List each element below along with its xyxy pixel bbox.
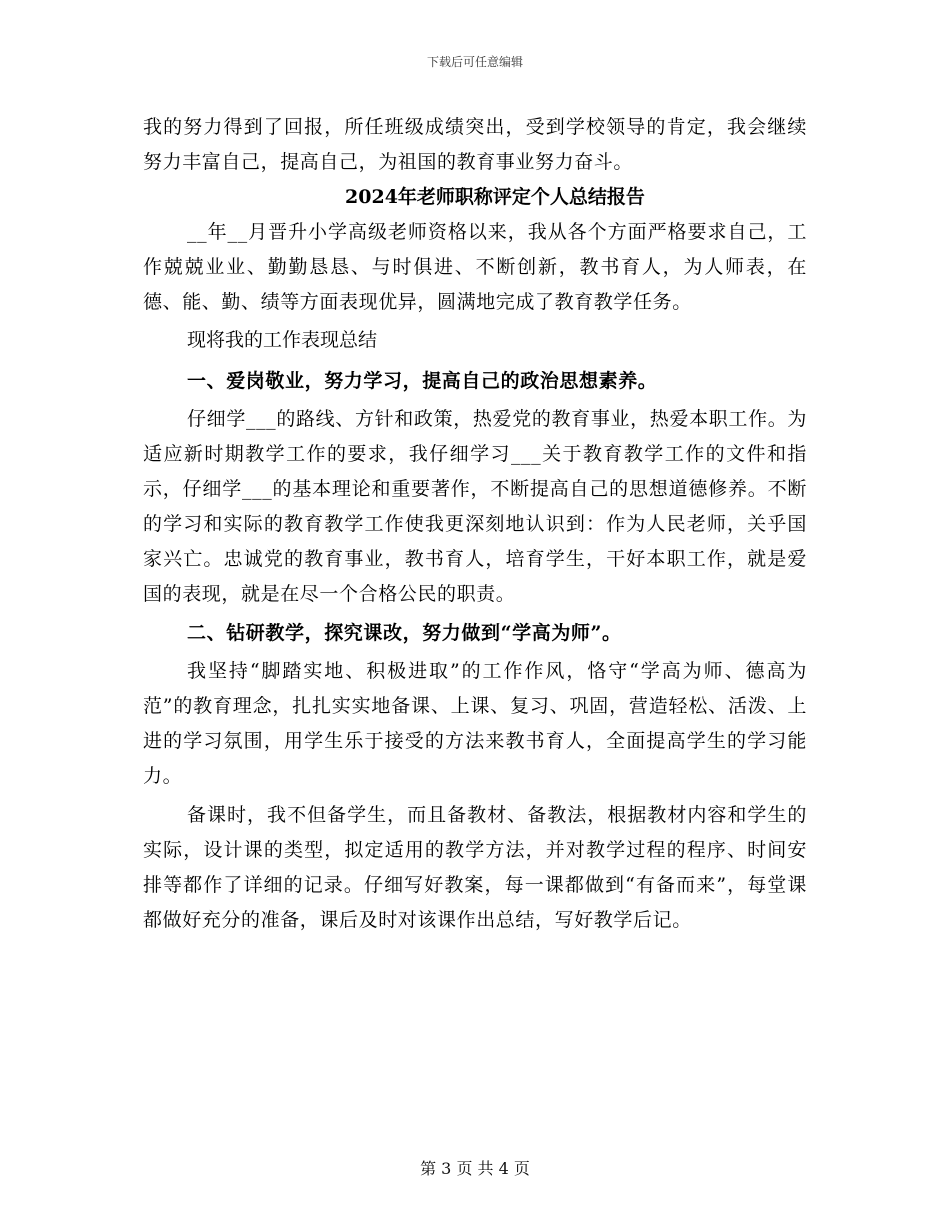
paragraph-5: 备课时，我不但备学生，而且备教材、备教法，根据教材内容和学生的实际，设计课的类型，拟定适用的教学方法，并对教学过程的程序、时间安排等都作了详细的记录。仔细写好教案，每一课都做到“有备而来”，每堂课都做好充分的准备，课后及时对该课作出总结，写好教学后记。 (143, 804, 807, 931)
page-number-footer: 第 3 页 共 4 页 (420, 1159, 530, 1178)
paragraph-2: 现将我的工作表现总结 (187, 329, 378, 351)
document-title: 2024年老师职称评定个人总结报告 (345, 186, 645, 208)
document-body (143, 110, 807, 938)
paragraph-4: 我坚持“脚踏实地、积极进取”的工作作风，恪守“学高为师、德高为范”的教育理念，扎扎实实地备课、上课、复习、巩固，营造轻松、活泼、上进的学习氛围，用学生乐于接受的方法来教书育人，全面提高学生的学习能力。 (143, 660, 807, 787)
paragraph-1: __年__月晋升小学高级老师资格以来，我从各个方面严格要求自己，工作兢兢业业、勤勤恳恳、与时俱进、不断创新，教书育人，为人师表，在德、能、勤、绩等方面表现优异，圆满地完成了教育教学任务。 (143, 221, 807, 313)
intro-paragraph: 我的努力得到了回报，所任班级成绩突出，受到学校领导的肯定，我会继续努力丰富自己，提高自己，为祖国的教育事业努力奋斗。 (143, 116, 807, 173)
section-heading-1: 一、爱岗敬业，努力学习，提高自己的政治思想素养。 (187, 370, 658, 392)
page-header-note: 下载后可任意编辑 (426, 55, 523, 69)
section-heading-2: 二、钻研教学，探究课改，努力做到“学高为师”。 (187, 622, 622, 644)
paragraph-3: 仔细学___的路线、方针和政策，热爱党的教育事业，热爱本职工作。为适应新时期教学工作的要求，我仔细学习___关于教育教学工作的文件和指示，仔细学___的基本理论和重要著作，不断提高自己的思想道德修养。不断的学习和实际的教育教学工作使我更深刻地认识到：作为人民老师，关乎国家兴亡。忠诚党的教育事业，教书育人，培育学生，干好本职工作，就是爱国的表现，就是在尽一个合格公民的职责。 (143, 408, 807, 605)
